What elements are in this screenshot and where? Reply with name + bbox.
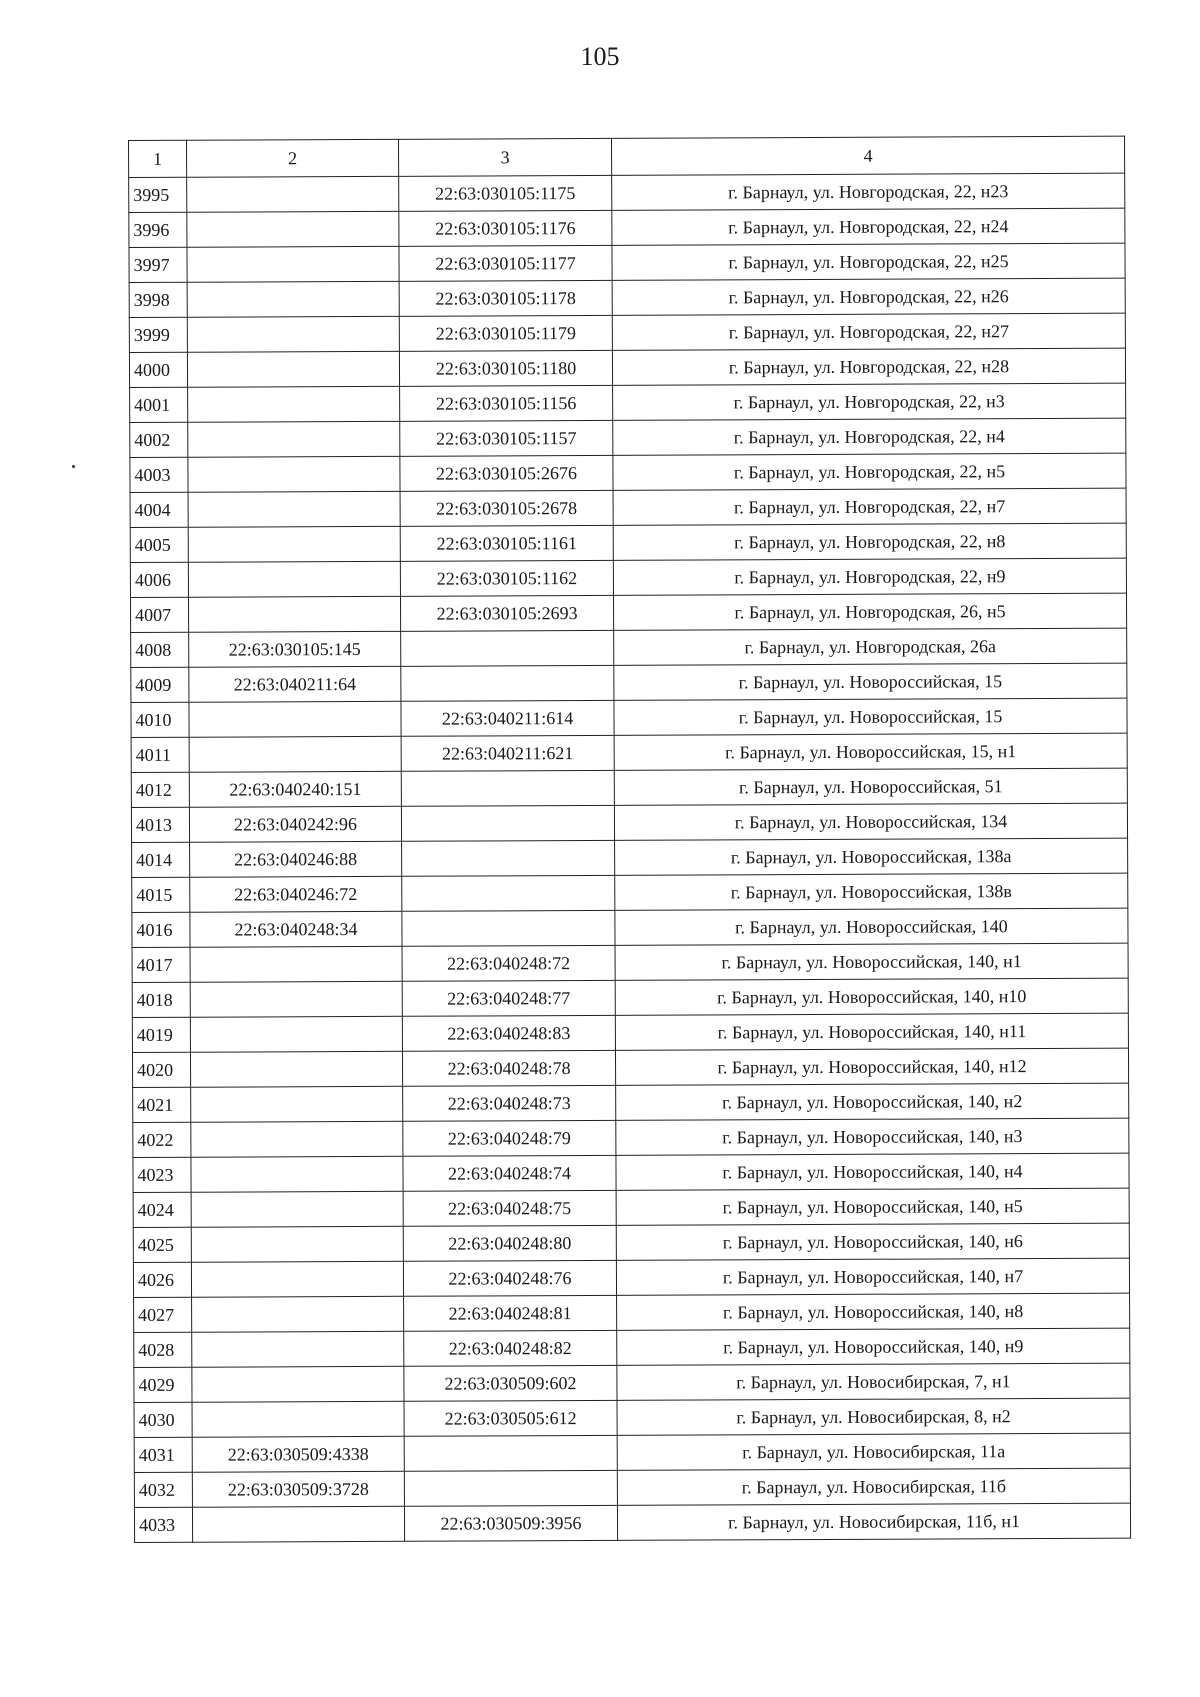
table-row bbox=[134, 1363, 1130, 1402]
page-number: 105 bbox=[580, 42, 620, 71]
land-cadastral-number bbox=[187, 281, 399, 317]
row-number: 4002 bbox=[130, 422, 188, 457]
column-header-4: 4 bbox=[611, 136, 1124, 175]
object-cadastral-number: 22:63:030105:1175 bbox=[399, 175, 612, 211]
table-row bbox=[129, 278, 1125, 317]
object-cadastral-number: 22:63:040248:75 bbox=[403, 1190, 616, 1226]
table-row bbox=[133, 1258, 1129, 1297]
row-number: 4017 bbox=[132, 947, 190, 982]
object-cadastral-number bbox=[401, 805, 614, 841]
row-number: 3999 bbox=[129, 317, 187, 352]
row-number: 3997 bbox=[129, 247, 187, 282]
address: г. Барнаул, ул. Новосибирская, 7, н1 bbox=[617, 1363, 1130, 1400]
column-header-1: 1 bbox=[129, 140, 187, 177]
object-cadastral-number bbox=[404, 1435, 617, 1471]
row-number: 4003 bbox=[130, 457, 188, 492]
table-row bbox=[132, 1048, 1128, 1087]
address: г. Барнаул, ул. Новгородская, 22, н28 bbox=[612, 348, 1125, 385]
table-row bbox=[129, 208, 1125, 247]
address: г. Барнаул, ул. Новосибирская, 11б bbox=[617, 1468, 1130, 1505]
row-number: 4004 bbox=[130, 492, 188, 527]
land-cadastral-number bbox=[190, 1016, 402, 1052]
object-cadastral-number: 22:63:030105:2693 bbox=[400, 595, 613, 631]
land-cadastral-number: 22:63:040211:64 bbox=[189, 666, 401, 702]
object-cadastral-number: 22:63:030105:1157 bbox=[400, 420, 613, 456]
row-number: 4013 bbox=[131, 807, 189, 842]
object-cadastral-number: 22:63:040211:614 bbox=[401, 700, 614, 736]
row-number: 4015 bbox=[132, 877, 190, 912]
table-row bbox=[130, 593, 1126, 632]
row-number: 4025 bbox=[133, 1227, 191, 1262]
table-row bbox=[130, 558, 1126, 597]
object-cadastral-number bbox=[402, 875, 615, 911]
row-number: 4007 bbox=[130, 597, 188, 632]
address: г. Барнаул, ул. Новосибирская, 11а bbox=[617, 1433, 1130, 1470]
table-row bbox=[133, 1083, 1129, 1122]
row-number: 4032 bbox=[134, 1472, 192, 1507]
address: г. Барнаул, ул. Новороссийская, 15 bbox=[614, 698, 1127, 735]
land-cadastral-number bbox=[192, 1331, 404, 1367]
object-cadastral-number: 22:63:040248:80 bbox=[403, 1225, 616, 1261]
object-cadastral-number: 22:63:040248:76 bbox=[403, 1260, 616, 1296]
row-number: 4019 bbox=[132, 1017, 190, 1052]
land-cadastral-number bbox=[191, 1226, 403, 1262]
object-cadastral-number: 22:63:030105:1177 bbox=[399, 245, 612, 281]
object-cadastral-number: 22:63:040248:82 bbox=[404, 1330, 617, 1366]
address: г. Барнаул, ул. Новосибирская, 8, н2 bbox=[617, 1398, 1130, 1435]
row-number: 4028 bbox=[134, 1332, 192, 1367]
land-cadastral-number: 22:63:030509:4338 bbox=[192, 1436, 404, 1472]
land-cadastral-number: 22:63:040246:88 bbox=[190, 841, 402, 877]
land-cadastral-number bbox=[192, 1506, 404, 1542]
land-cadastral-number bbox=[192, 1366, 404, 1402]
address: г. Барнаул, ул. Новгородская, 22, н8 bbox=[613, 523, 1126, 560]
address: г. Барнаул, ул. Новгородская, 22, н3 bbox=[613, 383, 1126, 420]
table-row bbox=[132, 873, 1128, 912]
table-row bbox=[134, 1433, 1130, 1472]
row-number: 4014 bbox=[132, 842, 190, 877]
land-cadastral-number bbox=[188, 456, 400, 492]
land-cadastral-number: 22:63:040242:96 bbox=[189, 806, 401, 842]
table-row bbox=[132, 978, 1128, 1017]
land-cadastral-number bbox=[188, 596, 400, 632]
object-cadastral-number bbox=[401, 630, 614, 666]
land-cadastral-number bbox=[188, 386, 400, 422]
land-cadastral-number: 22:63:030509:3728 bbox=[192, 1471, 404, 1507]
address: г. Барнаул, ул. Новгородская, 26, н5 bbox=[613, 593, 1126, 630]
column-header-2: 2 bbox=[187, 139, 399, 177]
object-cadastral-number: 22:63:040248:72 bbox=[402, 945, 615, 981]
object-cadastral-number bbox=[401, 665, 614, 701]
table-row bbox=[130, 488, 1126, 527]
table-row bbox=[130, 383, 1126, 422]
land-cadastral-number: 22:63:040246:72 bbox=[190, 876, 402, 912]
land-cadastral-number: 22:63:040248:34 bbox=[190, 911, 402, 947]
table-row bbox=[131, 733, 1127, 772]
object-cadastral-number: 22:63:030105:2678 bbox=[400, 490, 613, 526]
land-cadastral-number bbox=[190, 1051, 402, 1087]
address: г. Барнаул, ул. Новороссийская, 140, н6 bbox=[616, 1223, 1129, 1260]
land-cadastral-number: 22:63:030105:145 bbox=[189, 631, 401, 667]
row-number: 4018 bbox=[132, 982, 190, 1017]
row-number: 4027 bbox=[134, 1297, 192, 1332]
land-cadastral-number bbox=[187, 211, 399, 247]
table-row bbox=[132, 908, 1128, 947]
land-cadastral-number bbox=[191, 1156, 403, 1192]
row-number: 4016 bbox=[132, 912, 190, 947]
land-cadastral-number bbox=[188, 561, 400, 597]
table-row bbox=[132, 943, 1128, 982]
address: г. Барнаул, ул. Новгородская, 22, н25 bbox=[612, 243, 1125, 280]
land-cadastral-number bbox=[190, 946, 402, 982]
land-cadastral-number bbox=[188, 491, 400, 527]
land-cadastral-number bbox=[192, 1401, 404, 1437]
table-row bbox=[133, 1188, 1129, 1227]
address: г. Барнаул, ул. Новороссийская, 140, н1 bbox=[615, 943, 1128, 980]
column-header-3: 3 bbox=[398, 138, 611, 176]
object-cadastral-number: 22:63:040248:77 bbox=[402, 980, 615, 1016]
row-number: 4033 bbox=[134, 1507, 192, 1542]
table-row bbox=[134, 1398, 1130, 1437]
address: г. Барнаул, ул. Новороссийская, 140, н8 bbox=[617, 1293, 1130, 1330]
land-cadastral-number bbox=[189, 736, 401, 772]
row-number: 4021 bbox=[133, 1087, 191, 1122]
row-number: 4030 bbox=[134, 1402, 192, 1437]
object-cadastral-number: 22:63:030105:1180 bbox=[399, 350, 612, 386]
address: г. Барнаул, ул. Новгородская, 22, н9 bbox=[613, 558, 1126, 595]
object-cadastral-number: 22:63:040248:78 bbox=[402, 1050, 615, 1086]
row-number: 4012 bbox=[131, 772, 189, 807]
address: г. Барнаул, ул. Новороссийская, 140, н5 bbox=[616, 1188, 1129, 1225]
row-number: 3996 bbox=[129, 212, 187, 247]
row-number: 4001 bbox=[130, 387, 188, 422]
table-row bbox=[129, 243, 1125, 282]
address: г. Барнаул, ул. Новороссийская, 140, н3 bbox=[616, 1118, 1129, 1155]
row-number: 4024 bbox=[133, 1192, 191, 1227]
address: г. Барнаул, ул. Новгородская, 22, н5 bbox=[613, 453, 1126, 490]
address: г. Барнаул, ул. Новороссийская, 138в bbox=[615, 873, 1128, 910]
table-row bbox=[130, 523, 1126, 562]
object-cadastral-number: 22:63:040248:79 bbox=[403, 1120, 616, 1156]
address: г. Барнаул, ул. Новгородская, 26а bbox=[614, 628, 1127, 665]
table-row bbox=[131, 768, 1127, 807]
land-cadastral-number bbox=[192, 1296, 404, 1332]
table-row bbox=[130, 453, 1126, 492]
object-cadastral-number: 22:63:030105:1176 bbox=[399, 210, 612, 246]
row-number: 4026 bbox=[133, 1262, 191, 1297]
table-row bbox=[131, 698, 1127, 737]
table-row bbox=[131, 628, 1127, 667]
table-row bbox=[134, 1468, 1130, 1507]
table-row bbox=[129, 173, 1125, 212]
table-row bbox=[130, 418, 1126, 457]
address: г. Барнаул, ул. Новороссийская, 15, н1 bbox=[614, 733, 1127, 770]
row-number: 3995 bbox=[129, 177, 187, 212]
land-cadastral-number bbox=[187, 176, 399, 212]
object-cadastral-number: 22:63:040248:74 bbox=[403, 1155, 616, 1191]
header-row bbox=[129, 136, 1125, 177]
address: г. Барнаул, ул. Новороссийская, 138а bbox=[615, 838, 1128, 875]
table-row bbox=[129, 348, 1125, 387]
land-cadastral-number bbox=[188, 421, 400, 457]
table-row bbox=[133, 1118, 1129, 1157]
land-cadastral-number bbox=[191, 1261, 403, 1297]
land-cadastral-number bbox=[191, 1086, 403, 1122]
table-row bbox=[133, 1153, 1129, 1192]
row-number: 4009 bbox=[131, 667, 189, 702]
object-cadastral-number: 22:63:030105:1179 bbox=[399, 315, 612, 351]
land-cadastral-number bbox=[191, 1191, 403, 1227]
registry-table bbox=[128, 136, 1131, 1543]
object-cadastral-number: 22:63:040248:83 bbox=[402, 1015, 615, 1051]
row-number: 4008 bbox=[131, 632, 189, 667]
row-number: 4020 bbox=[132, 1052, 190, 1087]
table-row bbox=[134, 1293, 1130, 1332]
table-row bbox=[132, 838, 1128, 877]
address: г. Барнаул, ул. Новороссийская, 134 bbox=[614, 803, 1127, 840]
table-row bbox=[134, 1503, 1130, 1542]
address: г. Барнаул, ул. Новороссийская, 140, н9 bbox=[617, 1328, 1130, 1365]
row-number: 3998 bbox=[129, 282, 187, 317]
row-number: 4029 bbox=[134, 1367, 192, 1402]
table-row bbox=[133, 1223, 1129, 1262]
object-cadastral-number bbox=[401, 770, 614, 806]
row-number: 4011 bbox=[131, 737, 189, 772]
row-number: 4010 bbox=[131, 702, 189, 737]
table-row bbox=[129, 313, 1125, 352]
land-cadastral-number bbox=[188, 526, 400, 562]
land-cadastral-number bbox=[187, 351, 399, 387]
row-number: 4022 bbox=[133, 1122, 191, 1157]
address: г. Барнаул, ул. Новгородская, 22, н7 bbox=[613, 488, 1126, 525]
address: г. Барнаул, ул. Новороссийская, 140, н12 bbox=[615, 1048, 1128, 1085]
object-cadastral-number: 22:63:030105:1178 bbox=[399, 280, 612, 316]
table-row bbox=[132, 1013, 1128, 1052]
object-cadastral-number: 22:63:030105:2676 bbox=[400, 455, 613, 491]
row-number: 4023 bbox=[133, 1157, 191, 1192]
scan-speck bbox=[72, 465, 75, 468]
land-cadastral-number: 22:63:040240:151 bbox=[189, 771, 401, 807]
table-row bbox=[131, 803, 1127, 842]
address: г. Барнаул, ул. Новороссийская, 140, н10 bbox=[615, 978, 1128, 1015]
row-number: 4000 bbox=[129, 352, 187, 387]
object-cadastral-number: 22:63:040211:621 bbox=[401, 735, 614, 771]
row-number: 4005 bbox=[130, 527, 188, 562]
address: г. Барнаул, ул. Новгородская, 22, н23 bbox=[612, 173, 1125, 210]
object-cadastral-number: 22:63:030105:1161 bbox=[400, 525, 613, 561]
address: г. Барнаул, ул. Новгородская, 22, н4 bbox=[613, 418, 1126, 455]
object-cadastral-number: 22:63:040248:81 bbox=[404, 1295, 617, 1331]
object-cadastral-number: 22:63:030509:3956 bbox=[404, 1505, 617, 1541]
address: г. Барнаул, ул. Новороссийская, 140 bbox=[615, 908, 1128, 945]
object-cadastral-number: 22:63:030505:612 bbox=[404, 1400, 617, 1436]
table-row bbox=[134, 1328, 1130, 1367]
object-cadastral-number: 22:63:030509:602 bbox=[404, 1365, 617, 1401]
address: г. Барнаул, ул. Новороссийская, 140, н11 bbox=[615, 1013, 1128, 1050]
land-cadastral-number bbox=[187, 316, 399, 352]
address: г. Барнаул, ул. Новороссийская, 140, н4 bbox=[616, 1153, 1129, 1190]
address: г. Барнаул, ул. Новгородская, 22, н27 bbox=[612, 313, 1125, 350]
land-cadastral-number bbox=[190, 981, 402, 1017]
object-cadastral-number: 22:63:040248:73 bbox=[403, 1085, 616, 1121]
object-cadastral-number bbox=[404, 1470, 617, 1506]
land-cadastral-number bbox=[191, 1121, 403, 1157]
address: г. Барнаул, ул. Новгородская, 22, н24 bbox=[612, 208, 1125, 245]
object-cadastral-number: 22:63:030105:1156 bbox=[400, 385, 613, 421]
object-cadastral-number bbox=[402, 910, 615, 946]
object-cadastral-number: 22:63:030105:1162 bbox=[400, 560, 613, 596]
row-number: 4031 bbox=[134, 1437, 192, 1472]
address: г. Барнаул, ул. Новгородская, 22, н26 bbox=[612, 278, 1125, 315]
table-row bbox=[131, 663, 1127, 702]
address: г. Барнаул, ул. Новороссийская, 15 bbox=[614, 663, 1127, 700]
land-cadastral-number bbox=[189, 701, 401, 737]
object-cadastral-number bbox=[402, 840, 615, 876]
address: г. Барнаул, ул. Новороссийская, 140, н2 bbox=[616, 1083, 1129, 1120]
address: г. Барнаул, ул. Новосибирская, 11б, н1 bbox=[617, 1503, 1130, 1540]
row-number: 4006 bbox=[130, 562, 188, 597]
address: г. Барнаул, ул. Новороссийская, 140, н7 bbox=[616, 1258, 1129, 1295]
address: г. Барнаул, ул. Новороссийская, 51 bbox=[614, 768, 1127, 805]
land-cadastral-number bbox=[187, 246, 399, 282]
